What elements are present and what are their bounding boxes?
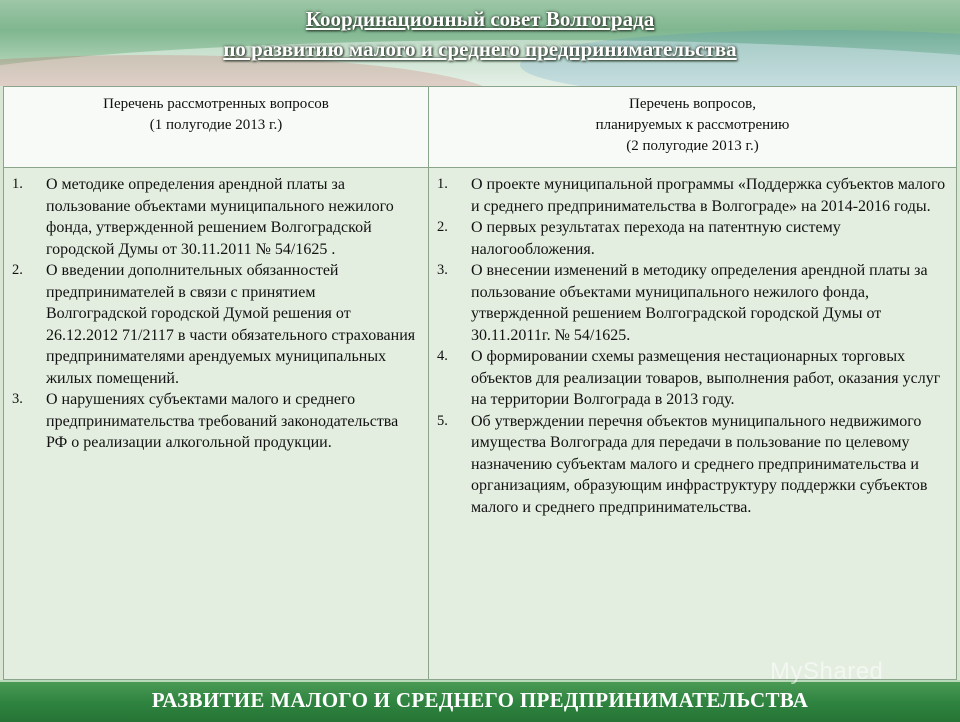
slide-header xyxy=(0,0,960,86)
item-text: О первых результатах перехода на патентную систему налогообложения. xyxy=(471,219,841,258)
item-number: 4. xyxy=(437,348,448,364)
item-text: О формировании схемы размещения нестационарных торговых объектов для реализации товаров, выполнения работ, оказания услуг на территории Волгограда в 2013 году. xyxy=(471,348,941,408)
item-number: 2. xyxy=(12,262,23,278)
heading-line: Перечень вопросов, xyxy=(629,96,756,112)
item-number: 3. xyxy=(437,262,448,278)
item-text: О введении дополнительных обязанностей предпринимателей в связи с принятием Волгоградской городской Думой решения от 26.12.2012 71/2117 в части обязательного страхования предпринимателями арендуемых муниципальных жилых помещений. xyxy=(46,262,416,387)
title-line-2: по развитию малого и среднего предпринимательства xyxy=(223,37,737,61)
list-item xyxy=(437,260,948,346)
watermark-logo: MyShared xyxy=(770,658,884,685)
item-text: О проекте муниципальной программы «Поддержка субъектов малого и среднего предпринимательства в Волгограде» на 2014-2016 годы. xyxy=(471,176,946,215)
planned-issues-heading xyxy=(429,87,956,168)
item-number: 5. xyxy=(437,412,448,429)
item-number: 1. xyxy=(12,176,23,192)
item-text: О методике определения арендной платы за пользование объектами муниципального нежилого фонда, утвержденной решением Волгоградской городской Думы от 30.11.2011 № 54/1625 . xyxy=(46,176,394,258)
list-item xyxy=(12,260,420,389)
list-item xyxy=(12,389,420,454)
item-text: Об утверждении перечня объектов муниципального недвижимого имущества Волгограда для передачи в пользование по целевому назначению субъектам малого и среднего предпринимательства и организациям, образующим инфраструктуру поддержки субъектов малого и среднего предпринимательства. xyxy=(471,412,928,516)
list-item xyxy=(437,217,948,260)
issues-table xyxy=(3,86,957,680)
list-item xyxy=(437,411,948,519)
heading-line: планируемых к рассмотрению xyxy=(595,117,790,133)
list-item xyxy=(12,174,420,260)
planned-issues-list xyxy=(429,168,956,518)
planned-issues-column xyxy=(429,87,956,679)
heading-line: Перечень рассмотренных вопросов xyxy=(103,96,329,112)
title-line-1: Координационный совет Волгограда xyxy=(305,7,655,31)
reviewed-issues-heading xyxy=(4,87,428,168)
item-text: О нарушениях субъектами малого и среднего предпринимательства требований законодательства РФ о реализации алкогольной продукции. xyxy=(46,391,399,451)
list-item xyxy=(437,346,948,411)
item-number: 1. xyxy=(437,176,448,192)
list-item xyxy=(437,174,948,217)
reviewed-issues-list xyxy=(4,168,428,454)
footer-banner-text: РАЗВИТИЕ МАЛОГО И СРЕДНЕГО ПРЕДПРИНИМАТЕЛЬСТВА xyxy=(151,688,809,712)
slide-footer xyxy=(0,680,960,722)
heading-line: (2 полугодие 2013 г.) xyxy=(626,138,759,154)
item-number: 3. xyxy=(12,391,23,407)
item-number: 2. xyxy=(437,219,448,235)
reviewed-issues-column xyxy=(4,87,429,679)
slide-title xyxy=(0,4,960,64)
item-text: О внесении изменений в методику определения арендной платы за пользование объектами муниципального нежилого фонда, утвержденной решением Волгоградской городской Думы от 30.11.2011г. № 54/1625. xyxy=(471,262,928,344)
heading-line: (1 полугодие 2013 г.) xyxy=(149,117,283,133)
